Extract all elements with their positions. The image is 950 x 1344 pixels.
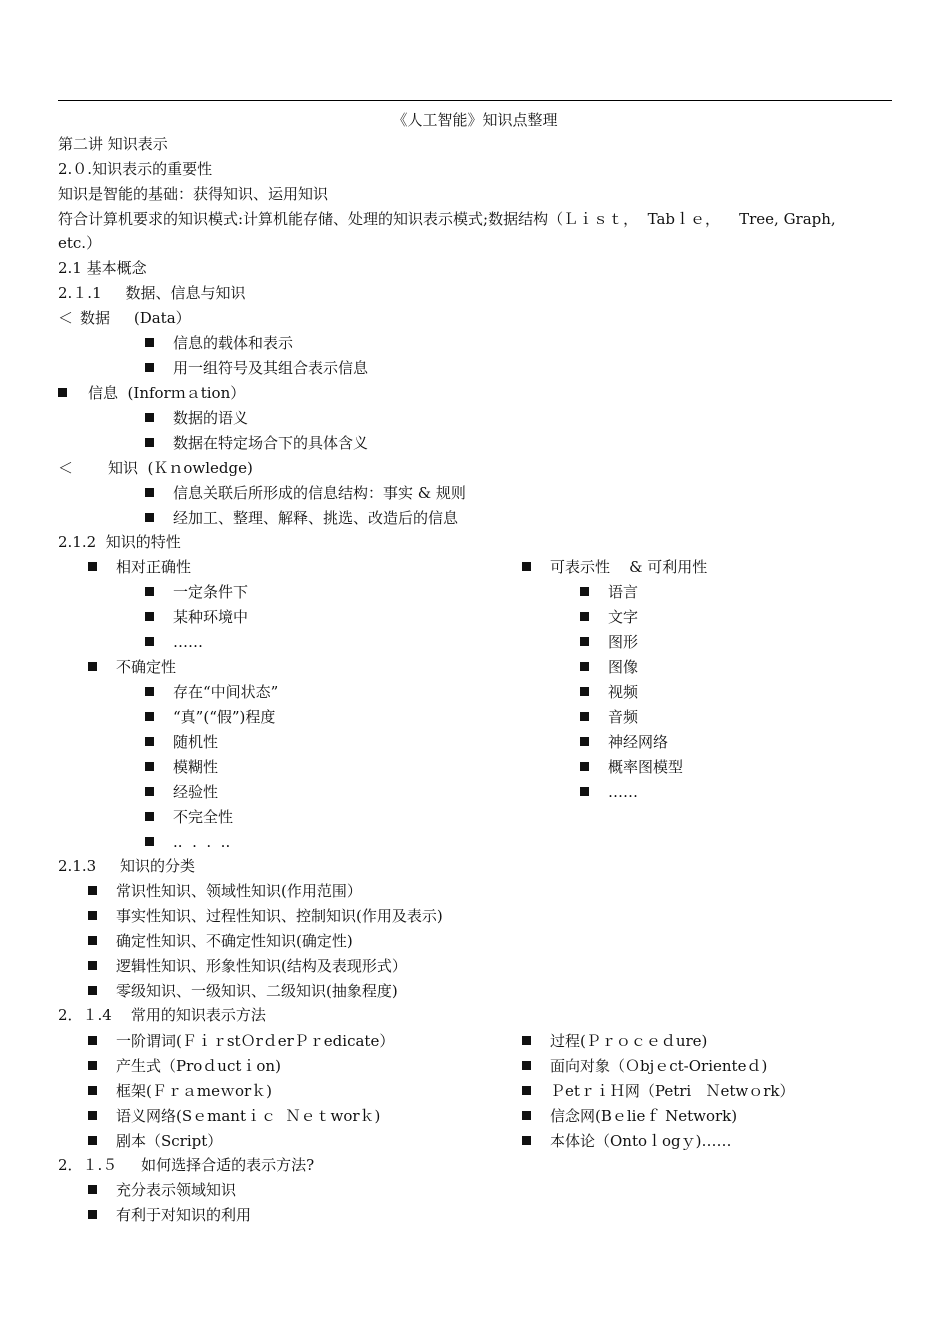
bullet-icon bbox=[88, 961, 97, 970]
bullet-icon bbox=[522, 1111, 531, 1120]
bullet-icon bbox=[145, 687, 154, 696]
list-item: .. . . .. bbox=[173, 833, 231, 851]
bullet-icon bbox=[522, 562, 531, 571]
list-item: 确定性知识、不确定性知识(确定性) bbox=[116, 932, 353, 950]
list-item: 视频 bbox=[608, 683, 639, 701]
list-item: 过程(Ｐｒｏｃｅｄure) bbox=[550, 1032, 708, 1050]
list-item: 一定条件下 bbox=[173, 583, 249, 601]
list-item: 事实性知识、过程性知识、控制知识(作用及表示) bbox=[116, 907, 443, 925]
list-item: 某种环境中 bbox=[173, 608, 249, 626]
list-item: 文字 bbox=[608, 608, 639, 626]
list-item: 面向对象（Ｏbjｅct-Orienteｄ) bbox=[550, 1057, 768, 1075]
list-item: 音频 bbox=[608, 708, 639, 726]
list-item: 一阶谓词(ＦｉｒstＯrｄerＰｒedicate） bbox=[116, 1032, 395, 1050]
bullet-icon bbox=[145, 338, 154, 347]
list-item: 信念网(Bｅlieｆ Network) bbox=[550, 1107, 738, 1125]
bullet-icon bbox=[145, 812, 154, 821]
section-heading: 2.1 基本概念 bbox=[58, 259, 147, 277]
bullet-icon bbox=[145, 737, 154, 746]
bullet-icon bbox=[580, 687, 589, 696]
list-item: 模糊性 bbox=[173, 758, 219, 776]
list-item: 相对正确性 bbox=[116, 558, 192, 576]
bullet-icon bbox=[145, 513, 154, 522]
bullet-icon bbox=[522, 1136, 531, 1145]
list-item: 有利于对知识的利用 bbox=[116, 1206, 252, 1224]
list-item: 数据 (Data） bbox=[80, 309, 191, 327]
bullet-icon bbox=[580, 637, 589, 646]
paragraph: etc.） bbox=[58, 234, 102, 252]
list-item: 语言 bbox=[608, 583, 639, 601]
bullet-icon bbox=[58, 388, 67, 397]
bullet-icon bbox=[522, 1036, 531, 1045]
bullet-icon bbox=[88, 662, 97, 671]
list-item: 图形 bbox=[608, 633, 639, 651]
bullet-icon bbox=[88, 1185, 97, 1194]
list-item: 随机性 bbox=[173, 733, 219, 751]
list-item: 图像 bbox=[608, 658, 639, 676]
bullet-icon bbox=[145, 413, 154, 422]
bullet-icon bbox=[88, 886, 97, 895]
bullet-icon bbox=[88, 562, 97, 571]
bullet-icon bbox=[522, 1061, 531, 1070]
subsection-heading: 2.1.2 知识的特性 bbox=[58, 533, 181, 551]
list-item: 本体论（Ontoｌogｙ)…… bbox=[550, 1132, 732, 1150]
bullet-icon bbox=[88, 1061, 97, 1070]
list-item: 逻辑性知识、形象性知识(结构及表现形式） bbox=[116, 957, 407, 975]
lecture-heading: 第二讲 知识表示 bbox=[58, 135, 168, 153]
list-item: 数据的语义 bbox=[173, 409, 249, 427]
bullet-icon bbox=[88, 1111, 97, 1120]
list-item: 产生式（Proｄuctｉon) bbox=[116, 1057, 281, 1075]
list-item: 知识 (Ｋｎowledge) bbox=[108, 459, 253, 477]
bullet-icon bbox=[580, 587, 589, 596]
bullet-icon bbox=[88, 1210, 97, 1219]
subsection-heading: 2．１.５ 如何选择合适的表示方法? bbox=[58, 1156, 315, 1174]
bullet-icon bbox=[145, 837, 154, 846]
list-item: 语义网络(Sｅmantｉｃ Ｎｅｔworｋ) bbox=[116, 1107, 381, 1125]
bullet-icon bbox=[88, 936, 97, 945]
list-item: …… bbox=[608, 783, 638, 801]
list-item: 神经网络 bbox=[608, 733, 669, 751]
bullet-icon bbox=[580, 762, 589, 771]
bullet-icon bbox=[145, 363, 154, 372]
bullet-icon bbox=[145, 787, 154, 796]
list-item: 数据在特定场合下的具体含义 bbox=[173, 434, 369, 452]
list-item: 信息的载体和表示 bbox=[173, 334, 294, 352]
bullet-icon bbox=[580, 712, 589, 721]
subsection-heading: 2.１.1 数据、信息与知识 bbox=[58, 284, 246, 302]
section-heading: 2.０.知识表示的重要性 bbox=[58, 160, 213, 178]
subsection-heading: 2.1.3 知识的分类 bbox=[58, 857, 196, 875]
list-item: 经验性 bbox=[173, 783, 219, 801]
bullet-icon bbox=[88, 1136, 97, 1145]
subsection-heading: 2．１.4 常用的知识表示方法 bbox=[58, 1006, 266, 1024]
bullet-icon bbox=[88, 986, 97, 995]
bullet-icon bbox=[145, 712, 154, 721]
list-item: 信息关联后所形成的信息结构：事实 & 规则 bbox=[173, 484, 466, 502]
list-item: 概率图模型 bbox=[608, 758, 684, 776]
bullet-icon bbox=[522, 1086, 531, 1095]
paragraph: 符合计算机要求的知识模式:计算机能存储、处理的知识表示模式;数据结构（Ｌｉｓｔ， Tabｌｅ， Tree, Graph, bbox=[58, 210, 836, 228]
list-marker: ＜ bbox=[58, 459, 74, 477]
bullet-icon bbox=[145, 587, 154, 596]
paragraph: 知识是智能的基础：获得知识、运用知识 bbox=[58, 185, 329, 203]
bullet-icon bbox=[88, 1036, 97, 1045]
list-item: 用一组符号及其组合表示信息 bbox=[173, 359, 369, 377]
list-marker: ＜ bbox=[58, 309, 74, 327]
list-item: ＰetｒｉＨ网（Petri Ｎetwｏrk） bbox=[550, 1082, 795, 1100]
list-item: 经加工、整理、解释、挑选、改造后的信息 bbox=[173, 509, 459, 527]
bullet-icon bbox=[145, 637, 154, 646]
list-item: 充分表示领域知识 bbox=[116, 1181, 237, 1199]
bullet-icon bbox=[145, 612, 154, 621]
bullet-icon bbox=[88, 1086, 97, 1095]
list-item: “真”(“假”)程度 bbox=[173, 708, 276, 726]
list-item: 不确定性 bbox=[116, 658, 177, 676]
list-item: 信息 (Inforｍａtion） bbox=[88, 384, 246, 402]
list-item: 可表示性 & 可利用性 bbox=[550, 558, 708, 576]
header-rule bbox=[58, 100, 892, 101]
document-title: 《人工智能》知识点整理 bbox=[392, 111, 558, 129]
list-item: 存在“中间状态” bbox=[173, 683, 279, 701]
bullet-icon bbox=[145, 488, 154, 497]
bullet-icon bbox=[145, 762, 154, 771]
bullet-icon bbox=[580, 612, 589, 621]
list-item: 零级知识、一级知识、二级知识(抽象程度) bbox=[116, 982, 398, 1000]
bullet-icon bbox=[580, 662, 589, 671]
list-item: 剧本（Script） bbox=[116, 1132, 223, 1150]
list-item: 常识性知识、领域性知识(作用范围） bbox=[116, 882, 362, 900]
list-item: 不完全性 bbox=[173, 808, 234, 826]
bullet-icon bbox=[580, 737, 589, 746]
bullet-icon bbox=[580, 787, 589, 796]
list-item: 框架(Ｆｒａmeｗorｋ) bbox=[116, 1082, 273, 1100]
list-item: …… bbox=[173, 633, 203, 651]
bullet-icon bbox=[88, 911, 97, 920]
bullet-icon bbox=[145, 438, 154, 447]
